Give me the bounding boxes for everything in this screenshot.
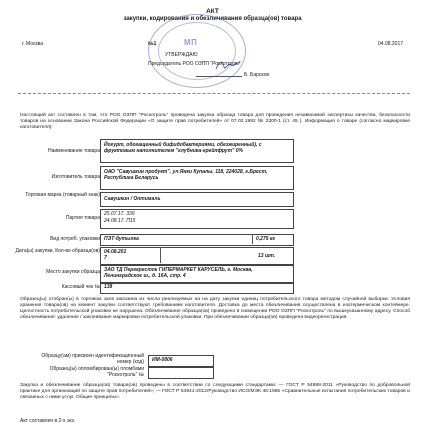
approval-line-1: УТВЕРЖДАЮ <box>165 52 198 58</box>
date-qty-label: Дата(ы) закупки, Кол-во образца(ов) <box>15 248 100 254</box>
approval-line-2: Председатель РОО ОЗПП "Роскотроль" <box>148 61 241 67</box>
product-name-label: Наименование товара <box>47 148 100 154</box>
act-number: №1 <box>148 41 157 47</box>
date-qty-divider <box>160 247 161 263</box>
packaging-divider <box>252 234 253 244</box>
act-date: 04.08.2017 <box>378 41 404 47</box>
brand-label: Торговая марка (товарный знак) <box>25 192 100 198</box>
act-title: АКТ <box>206 8 219 15</box>
code-value: ИМ-0806 <box>152 357 173 363</box>
receipt-label: Кассовый чек № <box>61 284 100 290</box>
place-label: Место закупки образца <box>46 269 100 275</box>
act-subtitle: закупки, кодирования и обезличивания образца(ов) товара <box>123 16 302 22</box>
standards-text: Закупка и обезличивание образца(ов) товара(ов) проведены в соответствии со следующими стандартами: — ГОСТ Р 54888-2011 «Руководство по добровольной практике для организаций по защите прав потребителей»; — ГОСТ Р 54941-2012/Руководство ИСО/МЭК 46:1985 «Сравнительные испытания потребительских товаров и связанных с ними услуг. Общие принципы». <box>20 383 410 400</box>
manufacturer-value: ОАО "Савушкин продукт", ул.Янки Купалы, 118, 224028, г.Брест, Республика Беларусь <box>104 169 268 181</box>
approval-signer: Б. Барсков <box>244 72 270 78</box>
volume-value: 0,275 кг <box>256 236 276 242</box>
batch-line-2: 24.08.17. П15 <box>104 218 136 224</box>
footer-note: Акт составлен в 2-х экз. <box>20 418 76 424</box>
batch-line-1: 25.07.17. 339 <box>104 211 135 217</box>
intro-text: Настоящий акт составлен в том, что РОО ОЗПП "Роскотроль" проведена закупка образца товара для проведения независимой экспертизы качества, безопасности товаров на основании Закона Российской Федерации «О защите прав потребителей» от 07.02.1992 № 2300-1 (ст. 45 ). Информация о товаре (согласно маркировке изготовителя): <box>20 113 410 130</box>
manufacturer-label: Изготовитель товара <box>51 174 100 180</box>
code-label: Образцу(ам) присвоен идентификационный номер (код) <box>41 353 144 365</box>
brand-value: Савушкин / Оптималь <box>104 196 161 202</box>
header-divider <box>18 93 410 94</box>
city: г. Москва <box>22 41 44 47</box>
product-name-value: Йогурт, обогащенный бифидобактериями, обезжиренный), с фруктовым наполнителем "клубника-грейпфрут" 0% <box>104 142 262 154</box>
seal-label: Образец(ы) опломбирован(ы) пломбами "Роскотроль" № <box>49 366 144 378</box>
packaging-label: Вид потреб. упаковки <box>50 236 100 242</box>
place-value: ЗАО ТД Перекресток ГИПЕРМАРКЕТ КАРУСЕЛЬ, г. Москва, Ленинградское ш., д. 16А, стр. 4 <box>104 267 253 279</box>
receipt-box <box>100 283 294 294</box>
purchase-date-value: 04.08.201 <box>104 249 127 255</box>
packaging-value: ПЭТ-бутылка <box>104 236 139 242</box>
signature-line <box>196 76 242 77</box>
quantity-value: 13 шт. <box>258 253 276 259</box>
purchase-date-extra: 7 <box>104 255 107 261</box>
sampling-body-text: Образец(ы) отобран(ы) в торговом зале магазина из числа реализуемых на на дату закупки единиц потребительского товара методом случайной выборки. Условия хранения товара(ов) на момент закупки соответствуют требованиям изготовителя. Доставка до места обезличивания осуществлена в изотермическом контейнере. Целостность потребительской упаковки не нарушена. Обезличивание образца(ов) проведено в помещении РОО ОЗПП "Роскотроль" по вышеуказанному адресу. Способ обезличивания: удаление / заклеивание маркировки потребительской упаковки. При обезличивании образца(ов) проведена видеорегистрация. <box>20 297 410 320</box>
receipt-value: 138 <box>104 284 113 290</box>
stamp-mark: МП <box>184 38 198 47</box>
seal-box <box>148 367 214 379</box>
batch-label: Партия товара <box>65 215 100 221</box>
signature-icon <box>214 58 242 72</box>
